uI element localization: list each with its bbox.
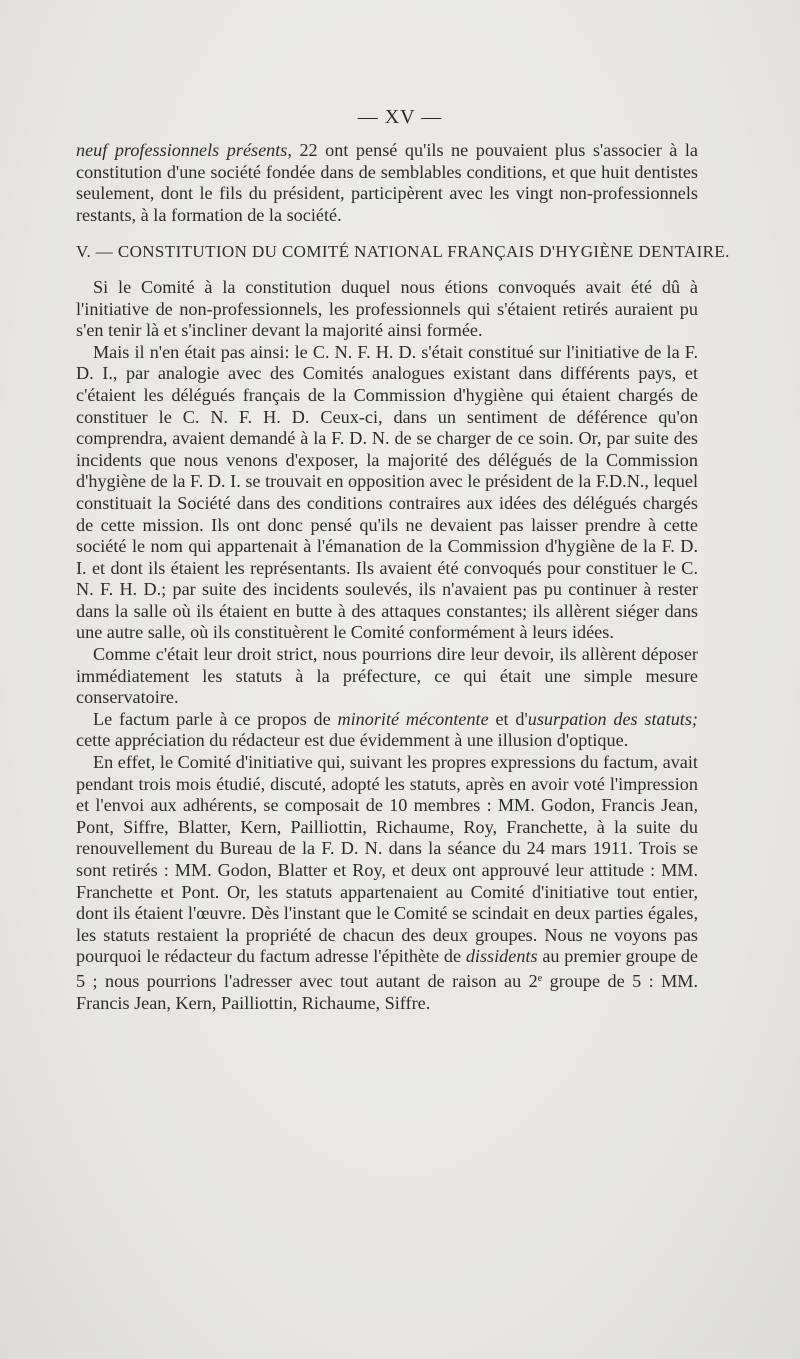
- superscript: e: [537, 972, 543, 984]
- body-text: [76, 140, 730, 1014]
- last-text-b: au premier groupe de 5 ; nous pourrions l'adresser avec tout autant de raison au 2: [76, 946, 698, 991]
- paragraph-factum: [76, 709, 698, 752]
- factum-text-c: cette appréciation du rédacteur est due évidemment à une illusion d'optique.: [76, 730, 629, 751]
- paragraph-2: Mais il n'en était pas ainsi: le C. N. F. H. D. s'était constitué sur l'initiative de la F. D. I., par analogie avec des Comités analogues existant dans différents pays, et c'étaient les délégués français de la Commission d'hygiène qui étaient chargés de constituer le C. N. F. H. D. Ceux-ci, dans un sentiment de déférence qu'on comprendra, avaient demandé à la F. D. N. de se charger de ce soin. Or, par suite des incidents que nous venons d'exposer, la majorité des délégués de la Commission d'hygiène de la F. D. I. se trouvait en opposition avec le président de la F.D.N., lequel constituait la Société dans des conditions contraires aux idées des délégués chargés de cette mission. Ils ont donc pensé qu'ils ne devaient pas laisser prendre à cette société le nom qui appartenait à l'émanation de la Commission d'hygiène de la F. D. I. et dont ils étaient les représentants. Ils avaient été convoqués pour constituer le C. N. F. H. D.; par suite des incidents soulevés, ils n'avaient pas pu continuer à rester dans la salle où ils étaient en butte à des attaques constantes; ils allèrent siéger dans une autre salle, où ils constituèrent le Comité conformément à leurs idées.: [76, 341, 698, 643]
- factum-italic-1: minorité mécontente: [337, 708, 489, 729]
- intro-italic: neuf professionnels présents,: [76, 140, 292, 160]
- intro-paragraph: [76, 140, 698, 226]
- section-heading: V. — CONSTITUTION DU COMITÉ NATIONAL FRANÇAIS D'HYGIÈNE DENTAIRE.: [76, 242, 730, 262]
- last-text-c: groupe de 5 : MM. Francis Jean, Kern, Pailliottin, Richaume, Siffre.: [76, 970, 698, 1013]
- factum-text-a: Le factum parle à ce propos de: [93, 708, 338, 729]
- paragraph-last: [76, 752, 698, 1014]
- intro-text: 22 ont pensé qu'ils ne pouvaient plus s'associer à la constitution d'une société fondée dans de semblables conditions, et que huit dentistes seulement, dont le fils du président, participèrent avec les vingt non-professionnels restants, à la formation de la société.: [76, 140, 698, 225]
- factum-text-b: et d': [488, 708, 528, 729]
- paragraph-1: Si le Comité à la constitution duquel nous étions convoqués avait été dû à l'initiative de non-professionnels, les professionnels qui s'étaient retirés auraient pu s'en tenir là et s'incliner devant la majorité ainsi formée.: [76, 276, 698, 341]
- last-italic: dissidents: [465, 946, 538, 967]
- page-number: — XV —: [357, 106, 443, 128]
- factum-italic-2: usurpation des statuts;: [527, 708, 698, 729]
- last-text-a: En effet, le Comité d'initiative qui, suivant les propres expressions du factum, avait pendant trois mois étudié, discuté, adopté les statuts, après en avoir voté l'impression et l'envoi aux adhérents, se composait de 10 membres : MM. Godon, Francis Jean, Pont, Siffre, Blatter, Kern, Pailliottin, Richaume, Roy, Franchette, à la suite du renouvellement du Bureau de la F. D. N. dans la séance du 24 mars 1911. Trois se sont retirés : MM. Godon, Blatter et Roy, et deux ont approuvé leur attitude : MM. Franchette et Pont. Or, les statuts appartenaient au Comité d'initiative tout entier, dont ils étaient l'œuvre. Dès l'instant que le Comité se scindait en deux parties égales, les statuts restaient la propriété de chacun des deux groupes. Nous ne voyons pas pourquoi le rédacteur du factum adresse l'épithète de: [76, 752, 698, 967]
- paragraph-3: Comme c'était leur droit strict, nous pourrions dire leur devoir, ils allèrent déposer immédiatement les statuts à la préfecture, ce qui était une simple mesure conservatoire.: [76, 644, 698, 708]
